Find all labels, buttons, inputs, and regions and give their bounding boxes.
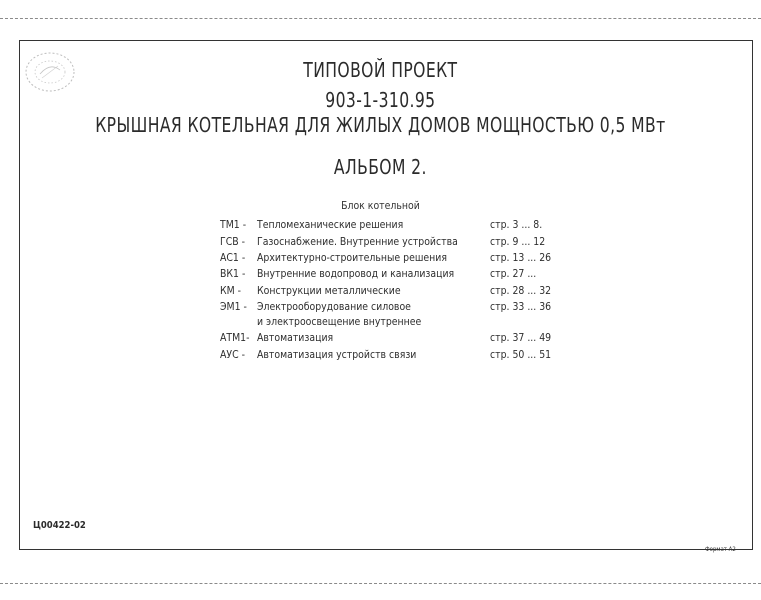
section-description-line-2: и электроосвещение внутреннее <box>257 315 422 328</box>
contents-row <box>0 331 761 345</box>
contents-row <box>0 251 761 265</box>
section-description: Архитектурно-строительные решения <box>257 251 447 264</box>
section-code: ТМ1 - <box>220 218 247 231</box>
contents-row <box>0 284 761 298</box>
section-pages: стр. 3 ... 8. <box>490 218 543 231</box>
section-code: АТМ1- <box>220 331 250 344</box>
section-code: АУС - <box>220 348 245 361</box>
section-pages: стр. 37 ... 49 <box>490 331 552 344</box>
section-code: ВК1 - <box>220 267 246 280</box>
section-code: ГСВ - <box>220 235 245 248</box>
section-description: Внутренние водопровод и канализация <box>257 267 455 280</box>
section-description: Тепломеханические решения <box>257 218 404 231</box>
title-line-1: ТИПОВОЙ ПРОЕКТ <box>303 58 458 82</box>
section-subtitle: Блок котельной <box>341 199 420 212</box>
contents-row <box>0 235 761 249</box>
section-description: Автоматизация устройств связи <box>257 348 417 361</box>
section-description: Автоматизация <box>257 331 334 344</box>
approval-stamp-icon <box>22 48 78 96</box>
section-code: ЭМ1 - <box>220 300 247 313</box>
section-code: КМ - <box>220 284 242 297</box>
contents-row <box>0 300 761 330</box>
contents-row <box>0 348 761 362</box>
sheet-format-label: Формат А2 <box>705 546 736 553</box>
section-code: АС1 - <box>220 251 246 264</box>
project-title: КРЫШНАЯ КОТЕЛЬНАЯ ДЛЯ ЖИЛЫХ ДОМОВ МОЩНОСТЬЮ 0,5 МВт <box>95 113 666 137</box>
project-number: 903-1-310.95 <box>325 88 436 112</box>
document-code: Ц00422-02 <box>33 520 86 531</box>
album-number: АЛЬБОМ 2. <box>333 155 427 179</box>
section-pages: стр. 28 ... 32 <box>490 284 552 297</box>
section-pages: стр. 50 ... 51 <box>490 348 552 361</box>
section-description: Конструкции металлические <box>257 284 401 297</box>
section-description: Электрооборудование силовое <box>257 300 411 313</box>
contents-row <box>0 218 761 232</box>
section-pages: стр. 9 ... 12 <box>490 235 546 248</box>
bottom-cut-line <box>0 583 761 584</box>
contents-row <box>0 267 761 281</box>
section-pages: стр. 27 ... <box>490 267 537 280</box>
section-description: Газоснабжение. Внутренние устройства <box>257 235 458 248</box>
section-pages: стр. 33 ... 36 <box>490 300 552 313</box>
section-pages: стр. 13 ... 26 <box>490 251 552 264</box>
top-cut-line <box>0 18 761 19</box>
